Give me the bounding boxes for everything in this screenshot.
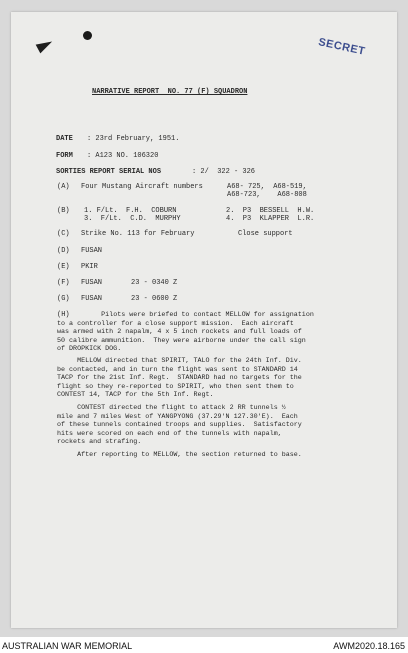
item-e-key: (E)	[57, 263, 70, 271]
item-g-text: FUSAN	[81, 295, 103, 303]
footer-accession-number: AWM2020.18.165	[333, 641, 405, 651]
item-d-key: (D)	[57, 247, 70, 255]
item-f-time: 23 - 0340 Z	[131, 279, 178, 287]
form-value: : A123 NO. 106320	[87, 152, 159, 160]
footer-institution: AUSTRALIAN WAR MEMORIAL	[2, 641, 133, 651]
pilot-4: 4. P3 KLAPPER L.R.	[226, 215, 315, 223]
item-a-key: (A)	[57, 183, 70, 191]
item-h-line-5: of DROPKICK DOG.	[57, 345, 122, 354]
para-3-line-4: hits were scored on each end of the tunnels with napalm,	[57, 429, 282, 438]
date-value: : 23rd February, 1951.	[87, 135, 180, 143]
para-2-line-3: TACP for the 21st Inf. Regt. STANDARD had no targets for the	[57, 374, 302, 383]
para-4-line-1: After reporting to MELLOW, the section returned to base.	[57, 451, 302, 459]
form-label: FORM	[56, 152, 73, 160]
para-2-line-5: CONTEST 14, TACP for the 5th Inf. Regt.	[57, 391, 214, 400]
item-g-key: (G)	[57, 295, 70, 303]
item-h-key: (H)	[57, 311, 70, 319]
item-b-key: (B)	[57, 207, 70, 215]
aircraft-line-1: A68- 725, A68-519,	[227, 183, 307, 191]
item-d-text: FUSAN	[81, 247, 103, 255]
pilot-2: 2. P3 BESSELL H.W.	[226, 207, 315, 215]
para-3-line-2: mile and 7 miles West of YANGPYONG (37.29'N 127.30'E). Each	[57, 412, 298, 421]
para-2-line-2: be contacted, and in turn the flight was sent to STANDARD 14	[57, 365, 298, 374]
item-h-line-2: to a controller for a close support mission. Each aircraft	[57, 319, 294, 328]
secret-stamp: SECRET	[317, 36, 367, 58]
item-c-text: Strike No. 113 for February	[81, 230, 195, 238]
item-h-line-3: was armed with 2 napalm, 4 x 5 inch rockets and full loads of	[57, 328, 302, 337]
pilot-1: 1. F/Lt. F.H. COBURN	[84, 207, 177, 215]
item-e-text: PKIR	[81, 263, 98, 271]
sorties-value: : 2/ 322 - 326	[192, 168, 256, 176]
item-f-text: FUSAN	[81, 279, 103, 287]
item-g-time: 23 - 0600 Z	[131, 295, 178, 303]
para-3-line-3: of these tunnels contained troops and supplies. Satisfactory	[57, 421, 302, 430]
para-3-line-1: CONTEST directed the flight to attack 2 RR tunnels ½	[57, 404, 286, 412]
item-h-line-1: Pilots were briefed to contact MELLOW for assignation	[73, 311, 314, 319]
sorties-label: SORTIES REPORT SERIAL NOS	[56, 168, 162, 176]
para-3-line-5: rockets and strafing.	[57, 438, 142, 447]
item-c-key: (C)	[57, 230, 70, 238]
item-f-key: (F)	[57, 279, 70, 287]
item-h-line-4: 50 calibre ammunition. They were airborne under the call sign	[57, 336, 306, 345]
item-a-text: Four Mustang Aircraft numbers	[81, 183, 203, 191]
item-c-extra: Close support	[238, 230, 293, 238]
pilot-3: 3. F/Lt. C.D. MURPHY	[84, 215, 181, 223]
para-2-line-4: flight so they re-reported to SPIRIT, who then sent them to	[57, 382, 294, 391]
date-label: DATE	[56, 135, 73, 143]
report-title: NARRATIVE REPORT NO. 77 (F) SQUADRON	[92, 88, 248, 96]
para-2-line-1: MELLOW directed that SPIRIT, TALO for the 24th Inf. Div.	[57, 357, 302, 365]
punch-hole-icon	[83, 31, 92, 40]
aircraft-line-2: A68-723, A68-808	[227, 191, 307, 199]
